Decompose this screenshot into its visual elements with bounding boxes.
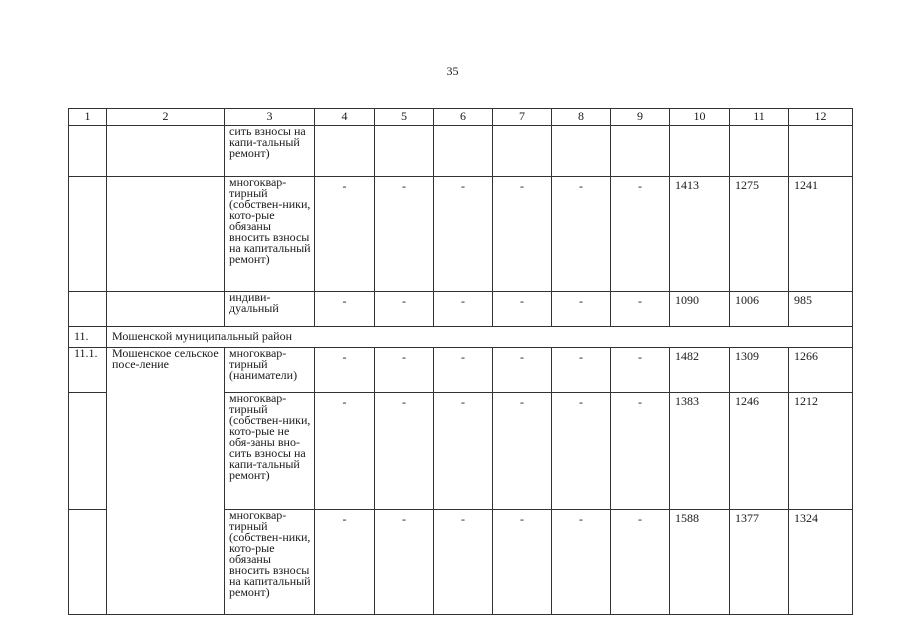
header-cell: 8 (552, 109, 611, 126)
value-cell: - (375, 292, 434, 327)
header-cell: 7 (493, 109, 552, 126)
value-cell: 1377 (730, 510, 789, 615)
value-cell: 1383 (670, 393, 730, 510)
value-cell (493, 126, 552, 177)
value-cell (611, 126, 670, 177)
value-cell: - (434, 177, 493, 292)
header-cell: 6 (434, 109, 493, 126)
settlement-cell (107, 177, 225, 292)
value-cell: - (434, 510, 493, 615)
value-cell (670, 126, 730, 177)
value-cell: - (552, 510, 611, 615)
row-number-cell (69, 510, 107, 615)
value-cell: - (611, 393, 670, 510)
value-cell: 1212 (789, 393, 853, 510)
region-number-cell: 11. (69, 327, 107, 348)
header-cell: 12 (789, 109, 853, 126)
header-cell: 9 (611, 109, 670, 126)
value-cell: - (315, 177, 375, 292)
row-number-cell (69, 177, 107, 292)
value-cell: - (611, 177, 670, 292)
value-cell: 1413 (670, 177, 730, 292)
settlement-cell (107, 292, 225, 327)
page-number: 35 (446, 64, 459, 78)
header-cell: 10 (670, 109, 730, 126)
value-cell: 1482 (670, 348, 730, 393)
value-cell: 1241 (789, 177, 853, 292)
value-cell: - (552, 292, 611, 327)
housing-type-cell: многоквар-тирный (собствен-ники, кото-рые обязаны вносить взносы на капитальный ремонт) (225, 510, 315, 615)
table-row (69, 126, 853, 177)
value-cell (375, 126, 434, 177)
value-cell: - (493, 348, 552, 393)
value-cell: 1309 (730, 348, 789, 393)
value-cell: - (493, 177, 552, 292)
value-cell (434, 126, 493, 177)
value-cell: - (493, 510, 552, 615)
value-cell: - (493, 393, 552, 510)
value-cell: 1275 (730, 177, 789, 292)
value-cell (552, 126, 611, 177)
housing-type-cell: многоквар-тирный (наниматели) (225, 348, 315, 393)
row-number-cell (69, 393, 107, 510)
value-cell: - (552, 393, 611, 510)
value-cell: 1090 (670, 292, 730, 327)
housing-type-cell: многоквар-тирный (собствен-ники, кото-рые не обя-заны вно-сить взносы на капи-тальный ремонт) (225, 393, 315, 510)
header-cell: 11 (730, 109, 789, 126)
value-cell: - (611, 510, 670, 615)
housing-type-cell: индиви-дуальный (225, 292, 315, 327)
housing-type-cell: сить взносы на капи-тальный ремонт) (225, 126, 315, 177)
housing-type-cell: многоквар-тирный (собствен-ники, кото-рые обязаны вносить взносы на капитальный ремонт) (225, 177, 315, 292)
settlement-cell: Мошенское сельское посе-ление (107, 348, 225, 615)
value-cell: - (611, 348, 670, 393)
header-cell: 5 (375, 109, 434, 126)
value-cell: 1324 (789, 510, 853, 615)
value-cell: - (315, 510, 375, 615)
value-cell (315, 126, 375, 177)
value-cell: - (611, 292, 670, 327)
value-cell: - (434, 348, 493, 393)
value-cell: - (375, 348, 434, 393)
table-row (69, 177, 853, 292)
value-cell: - (315, 292, 375, 327)
tariff-table (68, 108, 853, 615)
settlement-cell (107, 126, 225, 177)
value-cell: - (434, 292, 493, 327)
header-cell: 3 (225, 109, 315, 126)
value-cell: - (315, 393, 375, 510)
row-number-cell: 11.1. (69, 348, 107, 393)
value-cell: - (315, 348, 375, 393)
value-cell: - (493, 292, 552, 327)
value-cell: 1588 (670, 510, 730, 615)
table-row (69, 292, 853, 327)
value-cell: - (552, 177, 611, 292)
value-cell: 1006 (730, 292, 789, 327)
table-row (69, 348, 853, 393)
header-cell: 2 (107, 109, 225, 126)
value-cell (789, 126, 853, 177)
value-cell: - (375, 393, 434, 510)
region-row (69, 327, 853, 348)
value-cell: 985 (789, 292, 853, 327)
table-header-row (69, 109, 853, 126)
row-number-cell (69, 292, 107, 327)
region-title-cell: Мошенской муниципальный район (107, 327, 853, 348)
value-cell: 1266 (789, 348, 853, 393)
value-cell: - (552, 348, 611, 393)
header-cell: 4 (315, 109, 375, 126)
value-cell: - (375, 177, 434, 292)
row-number-cell (69, 126, 107, 177)
value-cell: - (434, 393, 493, 510)
value-cell: 1246 (730, 393, 789, 510)
header-cell: 1 (69, 109, 107, 126)
value-cell (730, 126, 789, 177)
value-cell: - (375, 510, 434, 615)
